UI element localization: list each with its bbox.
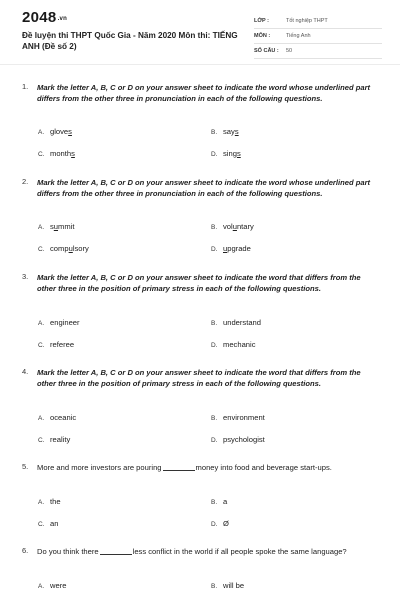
meta-subject-key: MÔN :	[254, 33, 271, 39]
meta-count-row	[254, 44, 382, 59]
header	[0, 0, 400, 64]
site-logo[interactable]	[22, 9, 67, 26]
meta-class-value: Tốt nghiệp THPT	[286, 18, 328, 24]
question-number: 3.	[22, 272, 29, 281]
option-a[interactable]: A. summit	[38, 222, 75, 231]
meta-subject-row	[254, 29, 382, 44]
option-d[interactable]: D. sings	[211, 149, 241, 158]
option-c[interactable]: C. an	[38, 519, 59, 528]
option-c[interactable]: C. months	[38, 149, 75, 158]
option-a[interactable]: A. gloves	[38, 127, 72, 136]
meta-subject-value: Tiếng Anh	[286, 33, 311, 39]
header-divider	[0, 64, 400, 65]
meta-count-value: 50	[286, 48, 293, 54]
question-text: Do you think there less conflict in the world if all people spoke the same language?	[37, 547, 347, 556]
option-b[interactable]: B. will be	[211, 581, 245, 590]
logo-suffix: .vn	[57, 16, 68, 22]
option-c[interactable]: C. referee	[38, 340, 75, 349]
question-text: Mark the letter A, B, C or D on your answer sheet to indicate the word that differs from the other three in the position of primary stress in each of the following questions.	[37, 273, 361, 293]
question-number: 5.	[22, 462, 29, 471]
answer-blank	[163, 465, 195, 471]
option-a[interactable]: A. oceanic	[38, 413, 77, 422]
question-text: Mark the letter A, B, C or D on your answer sheet to indicate the word whose underlined part differs from the other three in pronunciation in each of the following questions.	[37, 178, 371, 198]
option-d[interactable]: D. mechanic	[211, 340, 256, 349]
answer-blank	[100, 549, 132, 555]
option-a[interactable]: A. the	[38, 497, 61, 506]
option-d[interactable]: D. Ø	[211, 519, 229, 528]
option-a[interactable]: A. were	[38, 581, 67, 590]
meta-class-key: LỚP :	[254, 18, 269, 24]
option-b[interactable]: B. a	[211, 497, 228, 506]
option-b[interactable]: B. understand	[211, 318, 261, 327]
option-b[interactable]: B. says	[211, 127, 239, 136]
document-title: Đề luyện thi THPT Quốc Gia - Năm 2020 Môn thi: TIẾNG ANH (Đề số 2)	[22, 31, 238, 51]
question-text: Mark the letter A, B, C or D on your answer sheet to indicate the word that differs from the other three in the position of primary stress in each of the following questions.	[37, 368, 361, 388]
option-c[interactable]: C. compulsory	[38, 244, 89, 253]
option-b[interactable]: B. environment	[211, 413, 265, 422]
option-d[interactable]: D. psychologist	[211, 435, 265, 444]
meta-count-key: SỐ CÂU :	[254, 48, 279, 54]
option-d[interactable]: D. upgrade	[211, 244, 251, 253]
question-text: More and more investors are pouring money into food and beverage start-ups.	[37, 463, 332, 472]
option-c[interactable]: C. reality	[38, 435, 71, 444]
option-a[interactable]: A. engineer	[38, 318, 80, 327]
option-b[interactable]: B. voluntary	[211, 222, 254, 231]
logo-text: 2048	[22, 9, 57, 26]
question-number: 2.	[22, 177, 29, 186]
question-number: 1.	[22, 82, 29, 91]
question-text: Mark the letter A, B, C or D on your answer sheet to indicate the word whose underlined part differs from the other three in pronunciation in each of the following questions.	[37, 83, 371, 103]
meta-class-row	[254, 14, 382, 29]
question-number: 6.	[22, 546, 29, 555]
question-number: 4.	[22, 367, 29, 376]
